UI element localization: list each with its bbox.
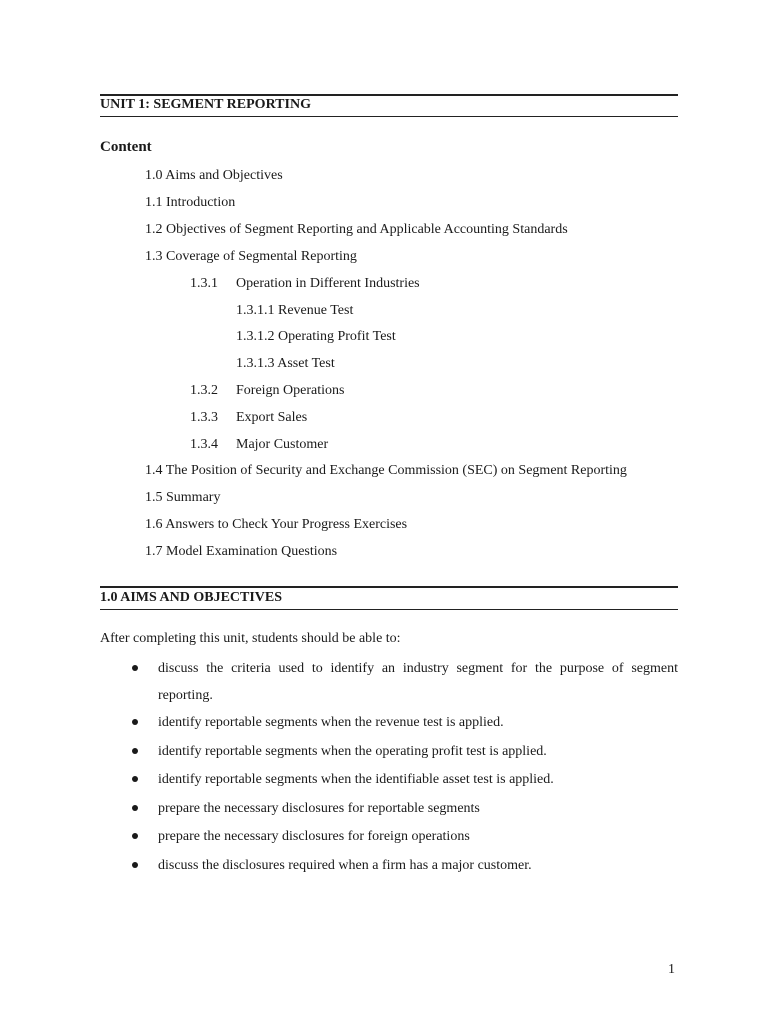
toc-item-text: 1.2 Objectives of Segment Reporting and Applicable Accounting Standards [145, 222, 568, 237]
toc-item [236, 328, 396, 346]
list-item-text: identify reportable segments when the identifiable asset test is applied. [158, 772, 554, 787]
toc-item [190, 382, 344, 400]
toc-item-text: 1.3 Coverage of Segmental Reporting [145, 249, 357, 264]
list-item [132, 709, 678, 736]
bullet-icon [132, 748, 138, 754]
toc-item-text: 1.0 Aims and Objectives [145, 168, 283, 183]
toc-item [145, 543, 337, 561]
toc-item-text: Operation in Different Industries [236, 276, 420, 291]
toc-item [145, 489, 220, 507]
toc-item-text: 1.3.1.2 Operating Profit Test [236, 329, 396, 344]
toc-item-text: 1.1 Introduction [145, 195, 236, 210]
toc-item [145, 516, 407, 534]
list-item-text: prepare the necessary disclosures for foreign operations [158, 829, 470, 844]
page-number: 1 [668, 962, 675, 977]
list-item [132, 738, 678, 765]
section-heading: 1.0 AIMS AND OBJECTIVES [100, 590, 283, 605]
content-title: Content [100, 139, 152, 155]
list-item [132, 823, 678, 850]
bullet-icon [132, 833, 138, 839]
toc-item [145, 221, 568, 239]
toc-item [145, 194, 235, 212]
unit-heading: UNIT 1: SEGMENT REPORTING [100, 97, 311, 112]
toc-item-text: 1.5 Summary [145, 490, 221, 505]
list-item-text: identify reportable segments when the revenue test is applied. [158, 715, 504, 730]
toc-item [236, 302, 353, 320]
bullet-icon [132, 719, 138, 725]
toc-item-text: 1.6 Answers to Check Your Progress Exercises [145, 517, 408, 532]
toc-item-text: 1.4 The Position of Security and Exchange Commission (SEC) on Segment Reporting [145, 463, 627, 478]
bullet-icon [132, 805, 138, 811]
toc-item-text: 1.3.1.1 Revenue Test [236, 303, 354, 318]
toc-item [145, 462, 627, 480]
list-item [132, 795, 678, 822]
bullet-icon [132, 665, 138, 671]
bullet-icon [132, 776, 138, 782]
bullet-icon [132, 862, 138, 868]
list-item [132, 655, 678, 709]
toc-item-text: Foreign Operations [236, 383, 345, 398]
toc-item [145, 167, 283, 185]
toc-item-text: Major Customer [236, 437, 329, 452]
toc-item-number: 1.3.3 [190, 410, 218, 425]
toc-item [236, 355, 335, 373]
toc-item-text: Export Sales [236, 410, 308, 425]
toc-item [190, 436, 328, 454]
toc-item-text: 1.3.1.3 Asset Test [236, 356, 335, 371]
toc-item [190, 409, 307, 427]
list-item-text: identify reportable segments when the operating profit test is applied. [158, 744, 547, 759]
toc-item [145, 248, 357, 266]
list-item [132, 766, 678, 793]
list-item-text: discuss the criteria used to identify an industry segment for the purpose of segment reporting. [158, 661, 678, 703]
intro-text: After completing this unit, students should be able to: [100, 631, 401, 646]
list-item-text: prepare the necessary disclosures for reportable segments [158, 801, 480, 816]
list-item-text: discuss the disclosures required when a firm has a major customer. [158, 858, 532, 873]
toc-item-number: 1.3.4 [190, 437, 218, 452]
toc-item [190, 275, 420, 293]
toc-item-number: 1.3.1 [190, 276, 218, 291]
toc-item-text: 1.7 Model Examination Questions [145, 544, 338, 559]
toc-item-number: 1.3.2 [190, 383, 218, 398]
list-item [132, 852, 678, 879]
